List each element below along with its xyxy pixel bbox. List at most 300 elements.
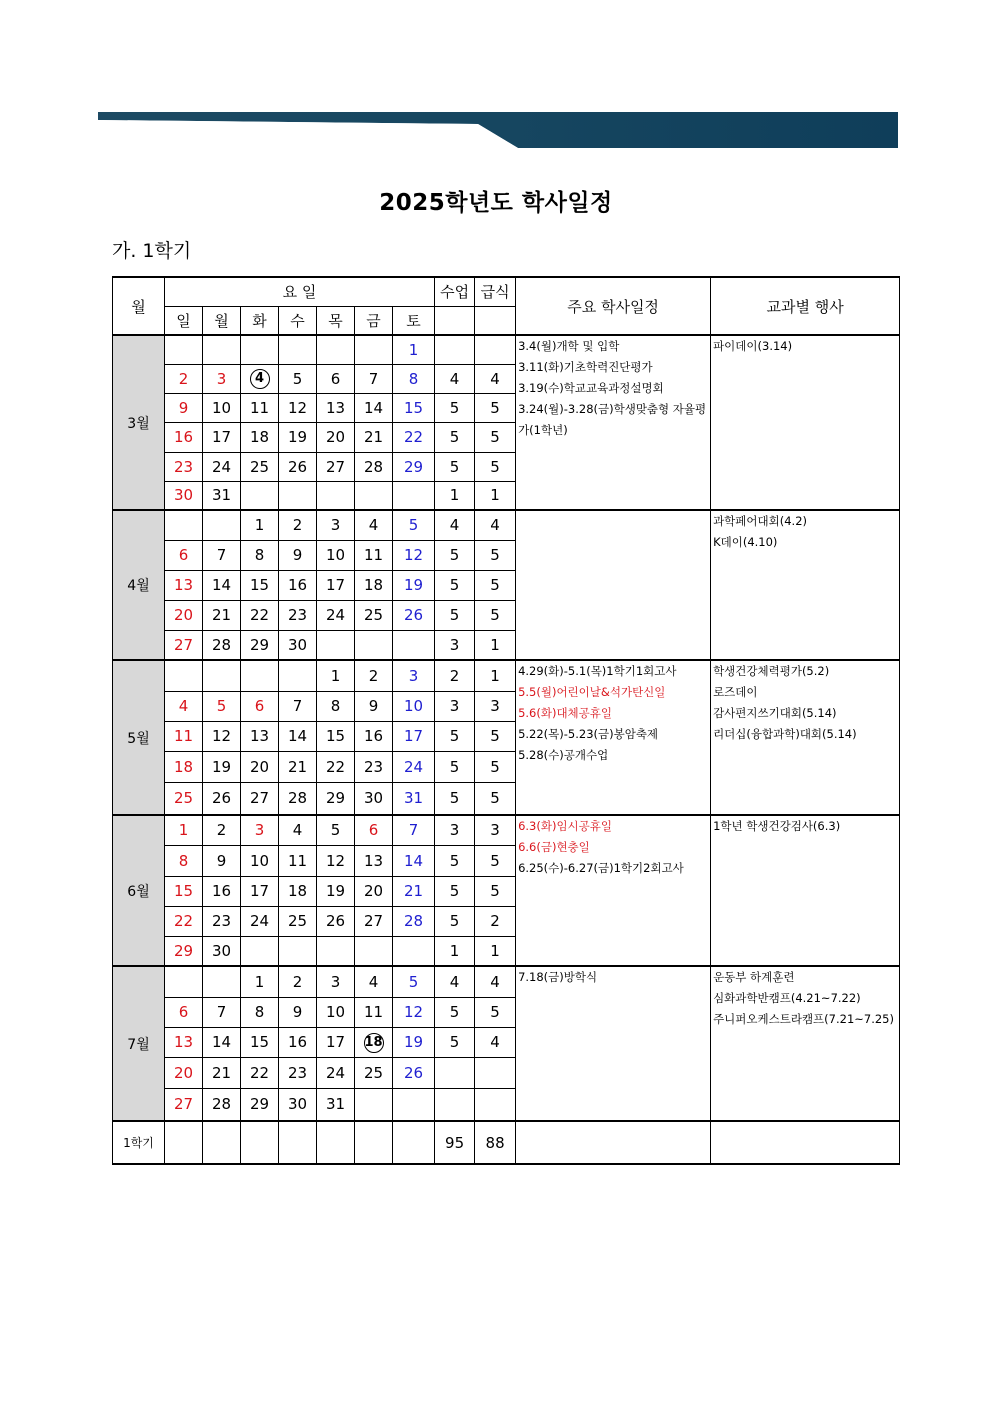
day-number: 7 — [368, 369, 379, 388]
day-number: 8 — [178, 851, 189, 870]
schedule-notes — [516, 335, 711, 510]
classes-count: 1 — [435, 481, 475, 510]
schedule-item: 6.25(수)-6.27(금)1학기2회고사 — [518, 861, 684, 875]
day-cell — [279, 660, 317, 691]
day-cell — [355, 422, 393, 452]
day-cell — [317, 815, 355, 845]
day-cell — [241, 364, 279, 393]
weekday-header: 토 — [393, 306, 435, 335]
meals-count: 4 — [475, 966, 516, 997]
day-cell — [203, 630, 241, 660]
event-item: 주니퍼오케스트라캠프(7.21~7.25) — [713, 1012, 894, 1026]
event-item: K데이(4.10) — [713, 535, 778, 549]
day-number: 29 — [403, 457, 424, 476]
day-cell — [165, 452, 203, 481]
day-number: 15 — [173, 882, 194, 900]
day-cell — [279, 1088, 317, 1121]
day-cell — [165, 393, 203, 422]
day-cell — [241, 335, 279, 364]
day-cell — [165, 997, 203, 1027]
events-header: 교과별 행사 — [711, 277, 900, 335]
day-number: 6 — [330, 369, 341, 388]
day-cell — [165, 422, 203, 452]
day-number: 17 — [325, 576, 346, 594]
day-number: 5 — [408, 516, 419, 535]
day-number: 29 — [249, 635, 270, 654]
classes-count: 4 — [435, 364, 475, 393]
classes-count: 4 — [435, 510, 475, 540]
day-cell — [317, 510, 355, 540]
day-cell — [241, 660, 279, 691]
day-number: 8 — [254, 1003, 265, 1021]
day-number: 28 — [403, 912, 424, 930]
day-number: 14 — [287, 727, 308, 745]
day-cell — [355, 751, 393, 782]
event-notes — [711, 966, 900, 1121]
day-number: 14 — [363, 398, 384, 417]
day-number: 16 — [287, 576, 308, 594]
day-number: 1 — [178, 821, 189, 840]
day-number: 19 — [403, 1033, 424, 1051]
day-number: 18 — [363, 576, 384, 594]
classes-count: 5 — [435, 997, 475, 1027]
schedule-item: 3.11(화)기초학력진단평가 — [518, 360, 653, 374]
day-number: 29 — [173, 941, 194, 960]
day-number: 15 — [325, 727, 346, 745]
day-cell — [279, 393, 317, 422]
event-notes — [711, 660, 900, 815]
day-number: 29 — [325, 789, 346, 808]
meals-count: 5 — [475, 570, 516, 600]
day-cell — [279, 364, 317, 393]
day-cell — [241, 422, 279, 452]
day-number: 7 — [292, 697, 303, 715]
day-number: 22 — [249, 606, 270, 624]
day-cell — [279, 782, 317, 815]
day-cell — [355, 630, 393, 660]
schedule-item: 3.4(월)개학 및 입학 — [518, 339, 620, 353]
meals-count: 4 — [475, 364, 516, 393]
day-number: 25 — [287, 912, 308, 930]
day-cell — [355, 782, 393, 815]
weekday-header: 수 — [279, 306, 317, 335]
day-cell — [165, 570, 203, 600]
classes-count: 5 — [435, 540, 475, 570]
day-cell — [317, 660, 355, 691]
day-cell — [241, 540, 279, 570]
day-cell — [165, 966, 203, 997]
schedule-notes — [516, 660, 711, 815]
day-cell — [355, 691, 393, 721]
meals-header: 급식 — [475, 277, 516, 306]
day-cell — [355, 815, 393, 845]
day-cell — [355, 1057, 393, 1088]
day-number: 26 — [403, 606, 424, 624]
day-cell — [317, 1057, 355, 1088]
schedule-item: 3.24(월)-3.28(금)학생맞춤형 자율평가(1학년) — [518, 402, 707, 437]
day-cell — [241, 782, 279, 815]
day-number: 25 — [363, 606, 384, 624]
day-number: 23 — [363, 757, 384, 776]
day-cell — [203, 393, 241, 422]
day-number: 8 — [330, 697, 341, 715]
day-cell — [203, 452, 241, 481]
day-cell — [165, 906, 203, 936]
day-number: 5 — [408, 972, 419, 991]
day-number: 11 — [363, 1003, 384, 1021]
day-cell — [241, 570, 279, 600]
day-cell — [203, 422, 241, 452]
day-number: 2 — [292, 516, 303, 535]
day-number: 6 — [254, 697, 265, 715]
day-number: 12 — [325, 851, 346, 870]
day-number: 10 — [325, 546, 346, 564]
day-cell — [317, 782, 355, 815]
meals-count: 3 — [475, 691, 516, 721]
day-cell — [165, 691, 203, 721]
day-number: 15 — [249, 1033, 270, 1051]
classes-header: 수업 — [435, 277, 475, 306]
classes-count — [435, 335, 475, 364]
day-number: 6 — [178, 546, 189, 564]
day-cell — [355, 721, 393, 751]
day-cell — [279, 721, 317, 751]
day-number: 1 — [330, 666, 341, 685]
total-blank-cell — [355, 1121, 393, 1164]
day-cell — [203, 510, 241, 540]
day-cell — [393, 570, 435, 600]
day-cell — [279, 845, 317, 876]
meals-count: 2 — [475, 906, 516, 936]
day-number: 21 — [363, 428, 384, 446]
day-cell — [393, 1027, 435, 1057]
day-cell — [279, 1027, 317, 1057]
day-number: 26 — [325, 912, 346, 930]
day-number: 28 — [287, 789, 308, 808]
schedule-notes — [516, 815, 711, 966]
day-number: 14 — [211, 1033, 232, 1051]
day-cell — [317, 751, 355, 782]
day-cell — [393, 510, 435, 540]
day-cell — [241, 510, 279, 540]
day-cell — [241, 997, 279, 1027]
day-number: 27 — [173, 635, 194, 654]
day-cell — [279, 691, 317, 721]
day-cell — [393, 540, 435, 570]
day-number: 1 — [254, 516, 265, 535]
day-cell — [241, 393, 279, 422]
classes-count: 5 — [435, 906, 475, 936]
day-number: 22 — [403, 428, 424, 446]
day-cell — [393, 630, 435, 660]
day-cell — [203, 481, 241, 510]
day-number: 7 — [216, 1003, 227, 1021]
event-item: 로즈데이 — [713, 685, 758, 699]
day-cell — [317, 422, 355, 452]
day-cell — [165, 630, 203, 660]
day-cell — [203, 1057, 241, 1088]
day-cell — [165, 782, 203, 815]
weekday-group-header: 요 일 — [165, 277, 435, 306]
day-cell — [241, 966, 279, 997]
weekday-header: 화 — [241, 306, 279, 335]
day-cell — [355, 452, 393, 481]
day-number: 11 — [287, 851, 308, 870]
day-cell — [393, 393, 435, 422]
meals-count: 5 — [475, 751, 516, 782]
day-number: 1 — [408, 340, 419, 359]
day-cell — [279, 335, 317, 364]
day-number: 10 — [249, 851, 270, 870]
day-cell — [393, 364, 435, 393]
meals-count: 5 — [475, 721, 516, 751]
month-label: 7월 — [113, 966, 165, 1121]
day-cell — [165, 1057, 203, 1088]
day-number: 11 — [363, 546, 384, 564]
day-cell — [355, 393, 393, 422]
day-cell — [317, 1027, 355, 1057]
day-cell — [279, 876, 317, 906]
day-cell — [355, 481, 393, 510]
meals-header-blank — [475, 306, 516, 335]
day-number: 25 — [173, 789, 194, 808]
day-cell — [355, 364, 393, 393]
day-number: 24 — [325, 1063, 346, 1082]
event-item: 심화과학반캠프(4.21~7.22) — [713, 991, 861, 1005]
month-label: 6월 — [113, 815, 165, 966]
day-cell — [279, 966, 317, 997]
day-cell — [165, 540, 203, 570]
day-cell — [355, 1088, 393, 1121]
day-cell — [165, 1088, 203, 1121]
day-cell — [355, 600, 393, 630]
day-cell — [355, 906, 393, 936]
day-number: 12 — [211, 727, 232, 745]
total-blank-cell — [279, 1121, 317, 1164]
day-cell — [203, 691, 241, 721]
day-number: 20 — [249, 757, 270, 776]
classes-header-blank — [435, 306, 475, 335]
day-number: 9 — [292, 1003, 303, 1021]
day-cell — [317, 481, 355, 510]
day-number: 14 — [211, 576, 232, 594]
day-cell — [355, 1027, 393, 1057]
total-blank-cell — [393, 1121, 435, 1164]
day-cell — [279, 1057, 317, 1088]
day-cell — [355, 335, 393, 364]
day-number: 17 — [211, 428, 232, 446]
day-number: 30 — [363, 789, 384, 808]
classes-count: 5 — [435, 570, 475, 600]
day-cell — [241, 481, 279, 510]
day-number: 9 — [216, 851, 227, 870]
event-item: 파이데이(3.14) — [713, 339, 793, 353]
day-cell — [279, 570, 317, 600]
day-number: 31 — [403, 789, 424, 808]
day-cell — [393, 782, 435, 815]
meals-count — [475, 335, 516, 364]
day-number: 24 — [325, 606, 346, 624]
weekday-header: 목 — [317, 306, 355, 335]
meals-count: 4 — [475, 1027, 516, 1057]
day-cell — [203, 570, 241, 600]
day-cell — [393, 936, 435, 966]
day-cell — [203, 660, 241, 691]
day-number: 9 — [292, 546, 303, 564]
meals-count: 5 — [475, 997, 516, 1027]
day-number: 3 — [330, 516, 341, 535]
day-number: 17 — [249, 882, 270, 900]
day-number: 31 — [211, 486, 232, 505]
day-number: 20 — [325, 428, 346, 446]
total-classes: 95 — [435, 1121, 475, 1164]
day-number: 6 — [368, 821, 379, 840]
meals-count: 5 — [475, 422, 516, 452]
day-number: 27 — [173, 1095, 194, 1114]
day-number: 21 — [211, 606, 232, 624]
classes-count: 5 — [435, 422, 475, 452]
day-number: 12 — [287, 398, 308, 417]
day-number: 26 — [287, 457, 308, 476]
day-number: 3 — [254, 821, 265, 840]
event-item: 감사편지쓰기대회(5.14) — [713, 706, 837, 720]
day-number: 10 — [211, 398, 232, 417]
day-cell — [317, 997, 355, 1027]
classes-count: 3 — [435, 691, 475, 721]
schedule-item: 6.3(화)임시공휴일 — [518, 819, 612, 833]
day-number: 4 — [368, 972, 379, 991]
event-item: 과학페어대회(4.2) — [713, 514, 807, 528]
day-number: 26 — [403, 1063, 424, 1082]
day-number: 9 — [178, 398, 189, 417]
schedule-header: 주요 학사일정 — [516, 277, 711, 335]
day-cell — [165, 1027, 203, 1057]
day-cell — [241, 815, 279, 845]
month-label: 5월 — [113, 660, 165, 815]
day-number: 19 — [325, 882, 346, 900]
day-cell — [241, 691, 279, 721]
day-cell — [241, 600, 279, 630]
day-cell — [393, 1088, 435, 1121]
total-schedule-blank — [516, 1121, 711, 1164]
schedule-notes — [516, 966, 711, 1121]
classes-count — [435, 1088, 475, 1121]
day-cell — [279, 422, 317, 452]
day-number: 30 — [211, 941, 232, 960]
classes-count: 5 — [435, 751, 475, 782]
day-number: 23 — [287, 606, 308, 624]
meals-count: 1 — [475, 481, 516, 510]
day-cell — [317, 691, 355, 721]
day-number: 13 — [363, 851, 384, 870]
weekday-header: 일 — [165, 306, 203, 335]
day-cell — [393, 691, 435, 721]
day-cell — [279, 452, 317, 481]
day-cell — [241, 1088, 279, 1121]
total-meals: 88 — [475, 1121, 516, 1164]
schedule-item: 4.29(화)-5.1(목)1학기1회고사 — [518, 664, 677, 678]
day-cell — [203, 815, 241, 845]
day-number: 14 — [403, 851, 424, 870]
day-cell — [355, 876, 393, 906]
schedule-item: 7.18(금)방학식 — [518, 970, 598, 984]
day-cell — [203, 721, 241, 751]
day-cell — [317, 876, 355, 906]
day-number: 8 — [254, 546, 265, 564]
event-notes — [711, 335, 900, 510]
day-cell — [279, 751, 317, 782]
meals-count: 4 — [475, 510, 516, 540]
day-number: 25 — [249, 457, 270, 476]
day-number: 16 — [211, 882, 232, 900]
classes-count: 5 — [435, 721, 475, 751]
day-cell — [241, 876, 279, 906]
day-cell — [279, 481, 317, 510]
day-cell — [393, 335, 435, 364]
day-number: 5 — [330, 821, 341, 840]
day-cell — [165, 876, 203, 906]
header-row — [113, 277, 900, 306]
month-header: 월 — [113, 277, 165, 335]
day-number: 31 — [325, 1095, 346, 1114]
day-cell — [317, 393, 355, 422]
classes-count: 4 — [435, 966, 475, 997]
day-cell — [393, 845, 435, 876]
day-number: 21 — [211, 1063, 232, 1082]
meals-count: 1 — [475, 660, 516, 691]
day-number: 24 — [403, 757, 424, 776]
day-number: 1 — [254, 972, 265, 991]
day-cell — [317, 845, 355, 876]
day-cell — [317, 335, 355, 364]
day-cell — [279, 510, 317, 540]
day-cell — [203, 906, 241, 936]
day-number: 11 — [173, 727, 194, 745]
week-row — [113, 966, 900, 997]
day-number: 30 — [287, 635, 308, 654]
event-item: 리더십(융합과학)대회(5.14) — [713, 727, 857, 741]
day-number: 27 — [249, 789, 270, 808]
day-number: 11 — [249, 398, 270, 417]
day-cell — [241, 1027, 279, 1057]
schedule-item: 5.28(수)공개수업 — [518, 748, 609, 762]
day-cell — [355, 845, 393, 876]
day-number: 22 — [249, 1063, 270, 1082]
day-cell — [317, 1088, 355, 1121]
meals-count — [475, 1057, 516, 1088]
day-cell — [203, 1027, 241, 1057]
classes-count: 5 — [435, 393, 475, 422]
day-cell — [393, 966, 435, 997]
day-cell — [355, 660, 393, 691]
total-blank-cell — [165, 1121, 203, 1164]
day-cell — [241, 751, 279, 782]
meals-count: 5 — [475, 393, 516, 422]
day-number: 2 — [368, 666, 379, 685]
week-row — [113, 660, 900, 691]
weekday-header: 월 — [203, 306, 241, 335]
day-cell — [165, 335, 203, 364]
total-blank-cell — [241, 1121, 279, 1164]
classes-count — [435, 1057, 475, 1088]
day-number: 3 — [330, 972, 341, 991]
day-number: 23 — [173, 457, 194, 476]
schedule-item: 6.6(금)현충일 — [518, 840, 590, 854]
day-number: 18 — [249, 428, 270, 446]
day-number: 19 — [403, 576, 424, 594]
classes-count: 5 — [435, 845, 475, 876]
event-item: 운동부 하계훈련 — [713, 970, 795, 984]
